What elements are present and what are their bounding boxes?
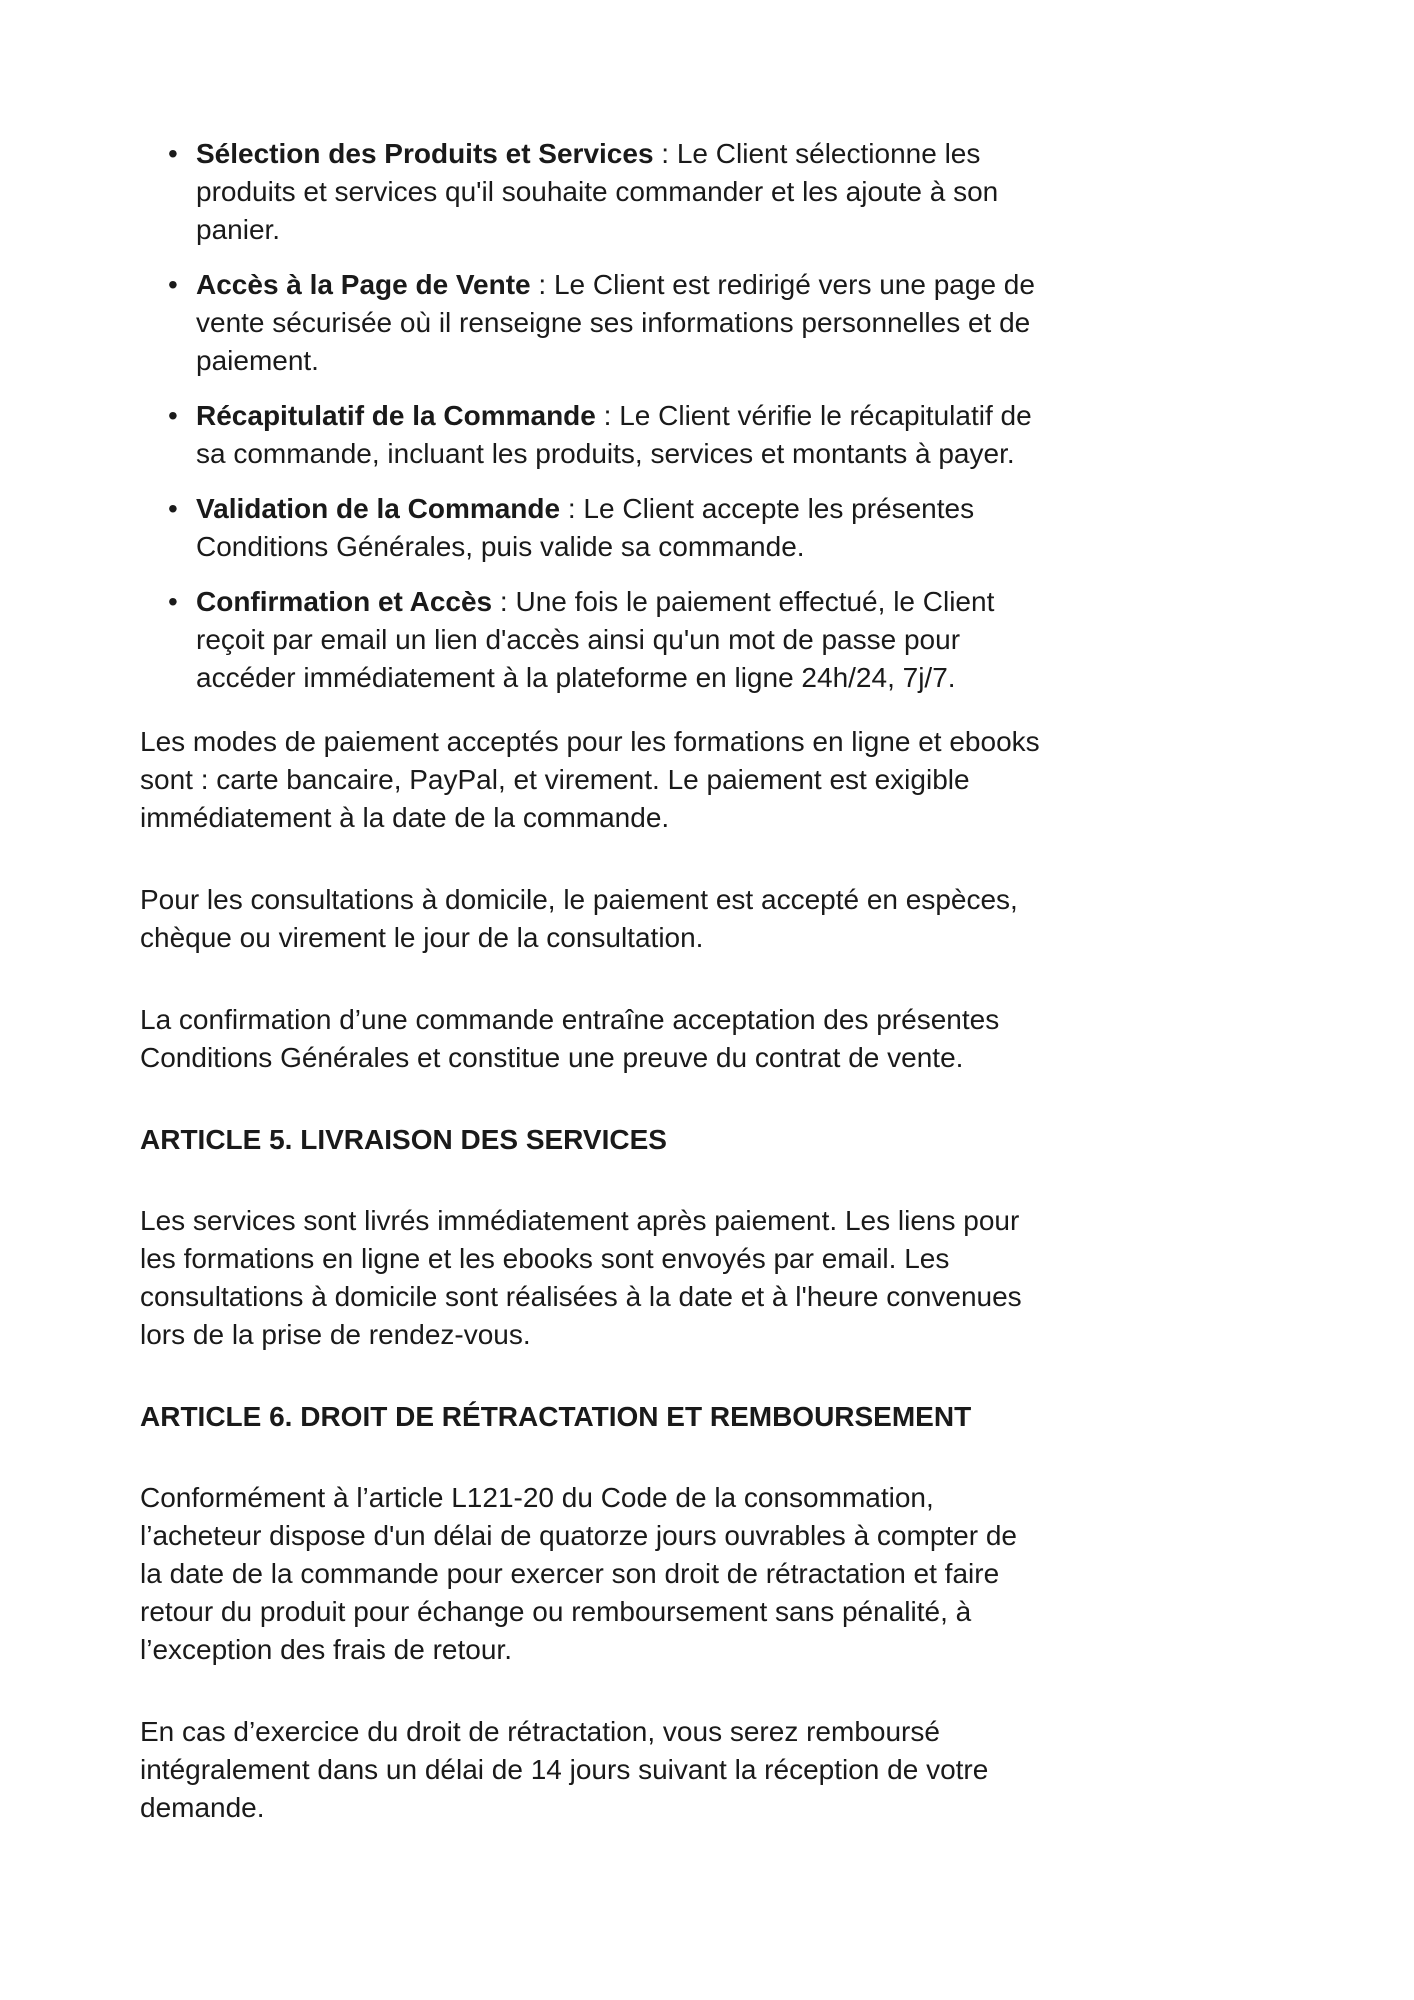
paragraph-withdrawal-right (140, 1479, 1276, 1669)
paragraph-text-line: l’acheteur dispose d'un délai de quatorze jours ouvrables à compter de (140, 1520, 1017, 1551)
list-item-order-summary (140, 397, 1276, 473)
paragraph-text-line: La confirmation d’une commande entraîne acceptation des présentes (140, 1004, 1000, 1035)
list-item-first-line (196, 135, 1276, 173)
order-step-term: Confirmation et Accès (196, 586, 493, 617)
order-step-text-line: panier. (196, 214, 281, 245)
paragraph-text-line: sont : carte bancaire, PayPal, et virement. Le paiement est exigible (140, 764, 970, 795)
order-step-term: Sélection des Produits et Services (196, 138, 654, 169)
article-5-heading: ARTICLE 5. LIVRAISON DES SERVICES (140, 1124, 667, 1155)
order-step-description: : Le Client accepte les présentes (560, 493, 975, 524)
order-step-text-line: produits et services qu'il souhaite commander et les ajoute à son (196, 176, 999, 207)
paragraph-text-line: En cas d’exercice du droit de rétractation, vous serez remboursé (140, 1716, 940, 1747)
list-item-order-validation (140, 490, 1276, 566)
paragraph-text-line: demande. (140, 1792, 265, 1823)
order-step-text-line: paiement. (196, 345, 319, 376)
list-item-first-line (196, 583, 1276, 621)
order-step-description: : Une fois le paiement effectué, le Client (492, 586, 995, 617)
paragraph-text-line: lors de la prise de rendez-vous. (140, 1319, 531, 1350)
paragraph-text-line: l’exception des frais de retour. (140, 1634, 512, 1665)
order-step-term: Validation de la Commande (196, 493, 561, 524)
paragraph-text-line: intégralement dans un délai de 14 jours suivant la réception de votre (140, 1754, 989, 1785)
paragraph-text-line: chèque ou virement le jour de la consultation. (140, 922, 704, 953)
paragraph-text-line: Conformément à l’article L121-20 du Code de la consommation, (140, 1482, 934, 1513)
paragraph-services-delivery (140, 1202, 1276, 1354)
paragraph-text-line: retour du produit pour échange ou remboursement sans pénalité, à (140, 1596, 972, 1627)
list-item-product-selection (140, 135, 1276, 249)
order-step-term: Accès à la Page de Vente (196, 269, 531, 300)
paragraph-home-consultations (140, 881, 1276, 957)
order-process-list (140, 135, 1276, 697)
article-6-heading: ARTICLE 6. DROIT DE RÉTRACTATION ET REMBOURSEMENT (140, 1401, 972, 1432)
order-step-text-line: accéder immédiatement à la plateforme en ligne 24h/24, 7j/7. (196, 662, 956, 693)
paragraph-order-confirmation (140, 1001, 1276, 1077)
paragraph-refund-terms (140, 1713, 1276, 1827)
order-step-text-line: Conditions Générales, puis valide sa commande. (196, 531, 805, 562)
paragraph-text-line: Pour les consultations à domicile, le paiement est accepté en espèces, (140, 884, 1018, 915)
order-step-description: : Le Client est redirigé vers une page de (530, 269, 1035, 300)
list-item-confirmation-access (140, 583, 1276, 697)
paragraph-text-line: les formations en ligne et les ebooks sont envoyés par email. Les (140, 1243, 950, 1274)
paragraph-text-line: Conditions Générales et constitue une preuve du contrat de vente. (140, 1042, 964, 1073)
paragraph-text-line: la date de la commande pour exercer son droit de rétractation et faire (140, 1558, 1000, 1589)
list-item-sales-page-access (140, 266, 1276, 380)
order-step-description: : Le Client vérifie le récapitulatif de (595, 400, 1032, 431)
order-step-description: : Le Client sélectionne les (653, 138, 981, 169)
list-item-first-line (196, 397, 1276, 435)
list-item-first-line (196, 266, 1276, 304)
order-step-text-line: reçoit par email un lien d'accès ainsi qu'un mot de passe pour (196, 624, 961, 655)
order-step-text-line: sa commande, incluant les produits, services et montants à payer. (196, 438, 1015, 469)
paragraph-text-line: Les services sont livrés immédiatement après paiement. Les liens pour (140, 1205, 1020, 1236)
paragraph-payment-modes (140, 723, 1276, 837)
paragraph-text-line: consultations à domicile sont réalisées à la date et à l'heure convenues (140, 1281, 1022, 1312)
paragraph-text-line: immédiatement à la date de la commande. (140, 802, 670, 833)
list-item-first-line (196, 490, 1276, 528)
order-step-text-line: vente sécurisée où il renseigne ses informations personnelles et de (196, 307, 1031, 338)
order-step-term: Récapitulatif de la Commande (196, 400, 596, 431)
paragraph-text-line: Les modes de paiement acceptés pour les formations en ligne et ebooks (140, 726, 1040, 757)
